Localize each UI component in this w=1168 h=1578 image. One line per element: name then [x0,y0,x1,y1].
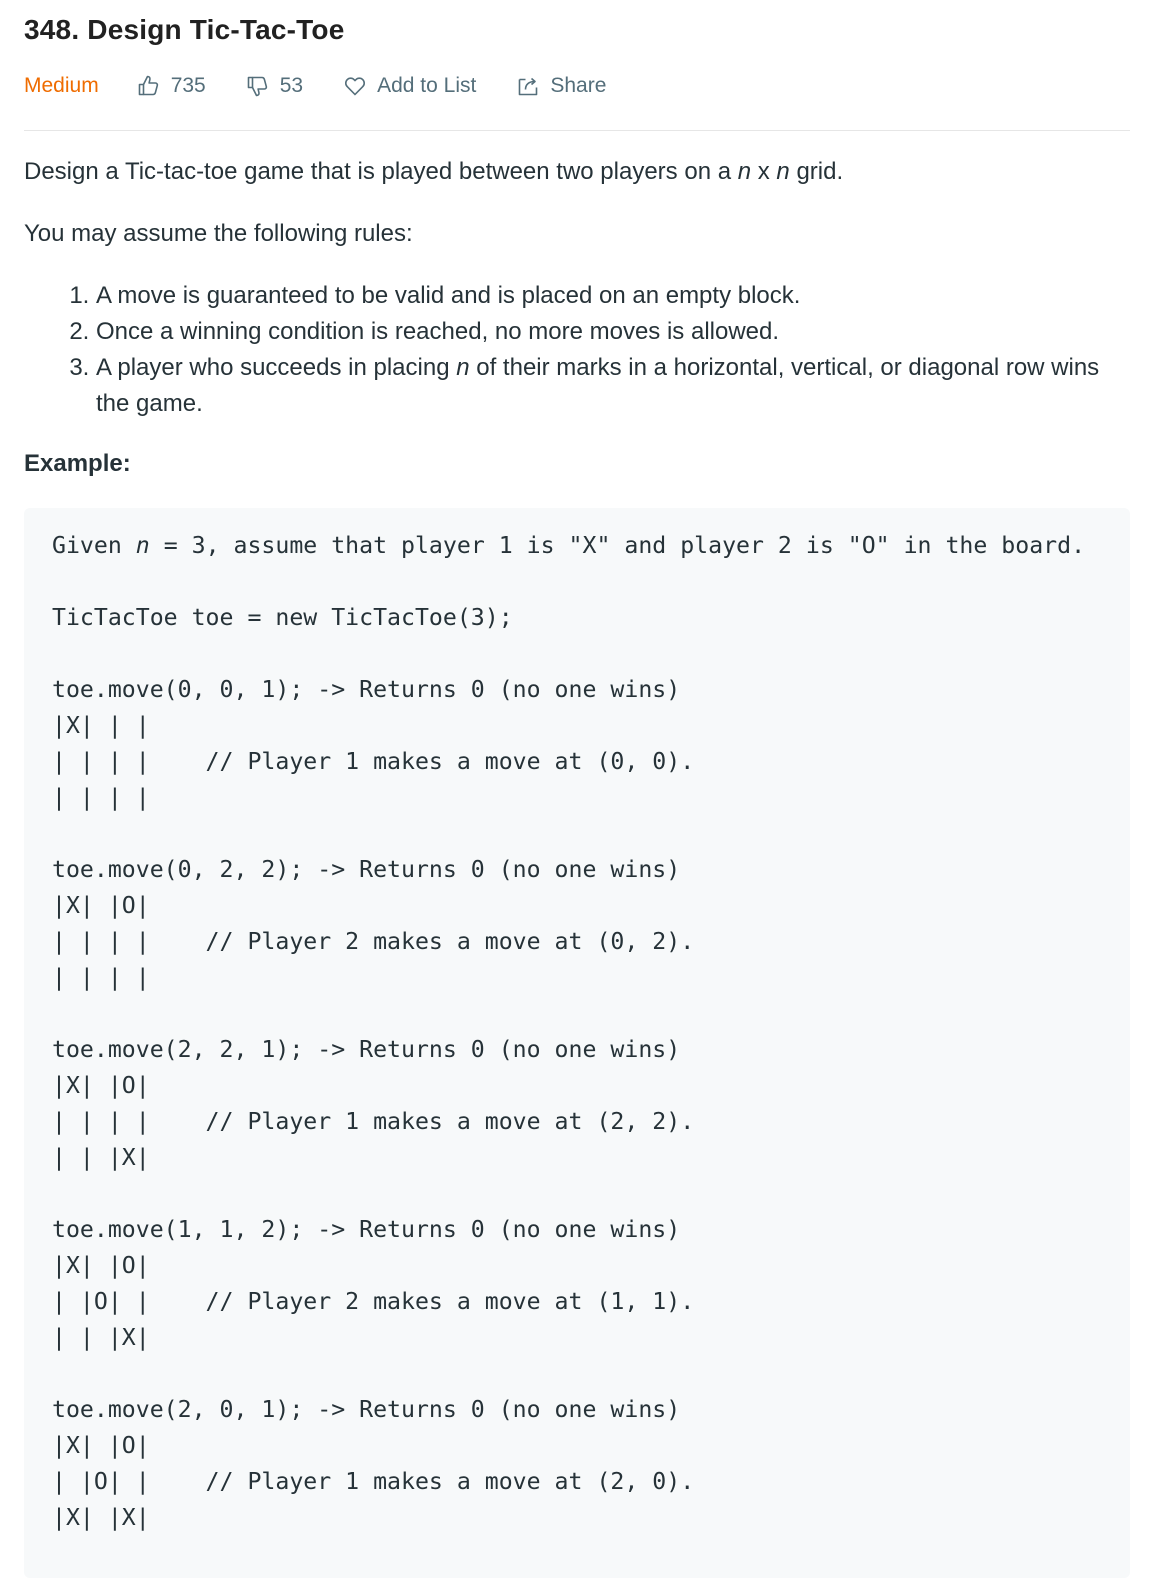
problem-title: 348. Design Tic-Tac-Toe [24,14,345,45]
problem-description [24,154,1134,482]
example-code-block [24,508,1130,1578]
share-icon [516,74,540,98]
thumbs-down-icon [246,74,270,98]
like-button[interactable] [137,74,206,98]
header-divider [24,130,1130,131]
rule-item: 3. A player who succeeds in placing n of their marks in a horizontal, vertical, or diagonal row wins the game. [96,350,1134,422]
add-to-list-label: Add to List [377,74,477,97]
share-label: Share [550,74,607,97]
like-count: 735 [170,74,206,97]
dislike-button[interactable] [246,74,303,98]
rule-item: 1. A move is guaranteed to be valid and is placed on an empty block. [96,278,1134,314]
example-heading: Example: [24,450,131,477]
heart-icon [343,74,367,98]
difficulty-badge: Medium [24,74,99,97]
example-code: Given n = 3, assume that player 1 is "X" and player 2 is "O" in the board. TicTacToe toe = new TicTacToe(3); toe.move(0, 0, 1); -> Returns 0 (no one wins) |X| | | | | | | // Player 1 makes a move at (0, 0). | | | | toe.move(0, 2, 2); -> Returns 0 (no one wins) |X| |O| | | | | // Player 2 makes a move at (0, 2). | | | | toe.move(2, 2, 1); -> Returns 0 (no one wins) |X| |O| | | | | // Player 1 makes a move at (2, 2). | | |X| toe.move(1, 1, 2); -> Returns 0 (no one wins) |X| |O| | |O| | // Player 2 makes a move at (1, 1). | | |X| toe.move(2, 0, 1); -> Returns 0 (no one wins) |X| |O| | |O| | // Player 1 makes a move at (2, 0). |X| |X| [52,532,1086,1531]
rule-item: 2. Once a winning condition is reached, no more moves is allowed. [96,314,1134,350]
intro-paragraph: Design a Tic-tac-toe game that is played between two players on a n x n grid. [24,158,844,185]
problem-meta-bar [24,66,646,106]
thumbs-up-icon [137,74,161,98]
assume-paragraph: You may assume the following rules: [24,220,413,247]
add-to-list-button[interactable] [343,74,476,98]
share-button[interactable] [516,74,606,98]
rules-list [24,278,1134,422]
dislike-count: 53 [279,74,304,97]
